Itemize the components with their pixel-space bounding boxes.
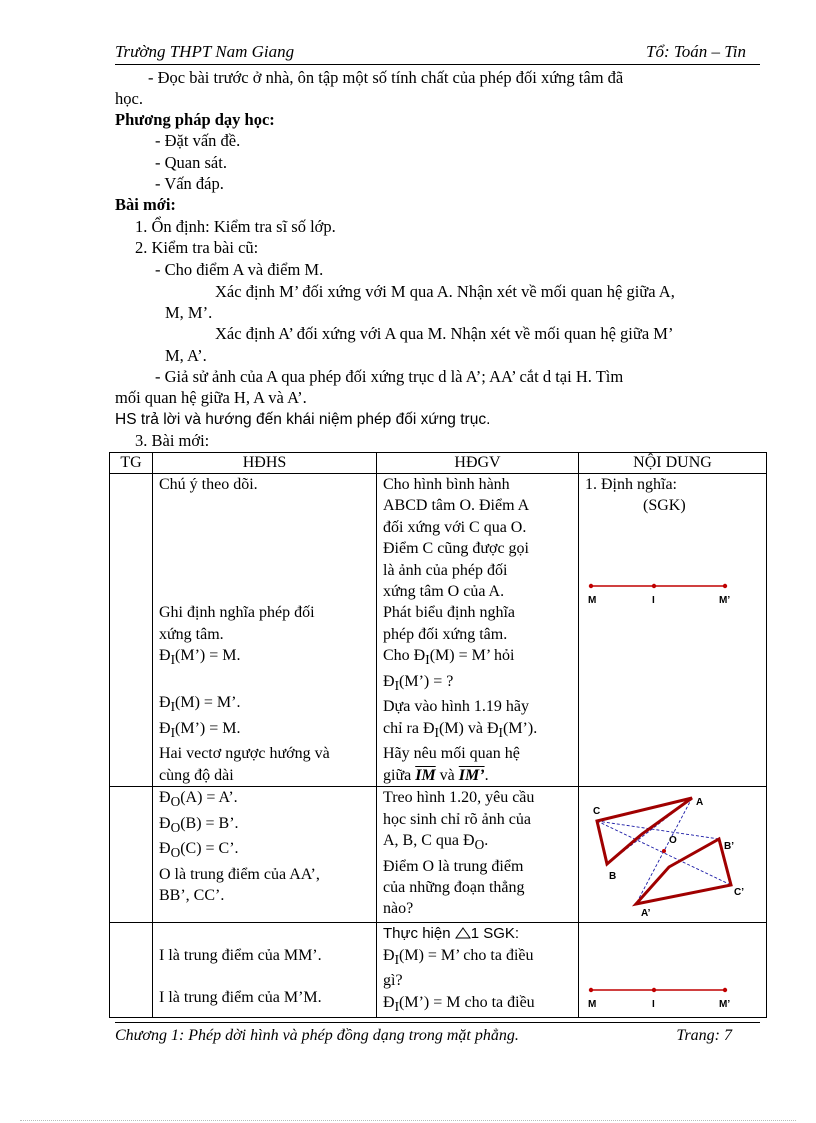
noidung-cell bbox=[579, 923, 767, 1018]
text-span: (M) = M’ hỏi bbox=[429, 647, 515, 665]
methods-heading: Phương pháp dạy học: bbox=[115, 110, 275, 129]
school-name: Trường THPT Nam Giang bbox=[115, 42, 295, 61]
hdgv-cell bbox=[377, 474, 579, 787]
hdhs-cell bbox=[153, 787, 377, 923]
page-number: Trang: 7 bbox=[676, 1027, 732, 1044]
text-span: Đ bbox=[159, 840, 171, 858]
point-i bbox=[652, 988, 656, 992]
point-m-prime bbox=[723, 988, 727, 992]
label-a: A bbox=[696, 797, 704, 809]
point-m bbox=[589, 584, 593, 588]
text-line: cùng độ dài bbox=[159, 766, 234, 784]
figure-1-19 bbox=[583, 576, 753, 616]
text-line: Treo hình 1.20, yêu cầu bbox=[383, 789, 535, 807]
text-span: Đ bbox=[383, 946, 395, 964]
text-span: I bbox=[170, 652, 176, 668]
hdhs-cell bbox=[153, 474, 377, 787]
label-c-prime: C’ bbox=[734, 887, 744, 899]
text-span: I bbox=[425, 652, 430, 668]
label-a-prime: A’ bbox=[641, 908, 651, 920]
text-span: O bbox=[170, 794, 181, 810]
text-line: Phát biểu định nghĩa bbox=[383, 604, 515, 622]
text-line: Dựa vào hình 1.19 hãy bbox=[383, 698, 529, 716]
tg-cell bbox=[110, 474, 153, 787]
page-footer bbox=[115, 1022, 760, 1047]
text-line bbox=[159, 692, 370, 718]
text-line: xứng tâm O của A. bbox=[383, 583, 505, 601]
noidung-cell bbox=[579, 787, 767, 923]
text-line: Hai vectơ ngược hướng và bbox=[159, 745, 330, 763]
label-m-prime: M’ bbox=[719, 999, 731, 1011]
step-3: 3. Bài mới: bbox=[135, 431, 210, 450]
text-line bbox=[383, 645, 572, 671]
triangle-icon bbox=[455, 927, 471, 939]
tg-cell bbox=[110, 923, 153, 1018]
text-span: I bbox=[170, 699, 176, 715]
definition-heading: 1. Định nghĩa: bbox=[585, 476, 677, 493]
text-span: Đ bbox=[159, 694, 171, 712]
student-note: HS trả lời và hướng đến khái niệm phép đối xứng trục. bbox=[115, 411, 491, 428]
point-m-prime bbox=[723, 584, 727, 588]
method-item: - Quan sát. bbox=[155, 153, 227, 172]
text-span: Đ bbox=[383, 672, 395, 690]
text-line: Chú ý theo dõi. bbox=[159, 476, 258, 493]
text-line: I là trung điểm của MM’. bbox=[159, 946, 322, 964]
question-1: - Cho điểm A và điểm M. bbox=[155, 260, 324, 279]
text-line: xứng tâm. bbox=[159, 625, 224, 643]
text-span: (M) = M’. bbox=[175, 694, 241, 712]
triangle-abc-prime bbox=[636, 839, 731, 904]
text-line bbox=[159, 645, 370, 671]
triangle-abc bbox=[597, 798, 692, 864]
text-span: Thực hiện bbox=[383, 925, 455, 943]
text-span: I bbox=[434, 725, 439, 741]
text-line bbox=[383, 765, 572, 786]
col-header-hdhs: HĐHS bbox=[153, 453, 377, 474]
label-c: C bbox=[593, 806, 601, 818]
text-span: 1 SGK: bbox=[470, 925, 520, 943]
question-1a-cont: M, M’. bbox=[165, 303, 213, 322]
question-2-cont: mối quan hệ giữa H, A và A’. bbox=[115, 388, 307, 407]
text-line bbox=[159, 718, 370, 744]
text-line: Cho hình bình hành bbox=[383, 476, 510, 493]
text-span: . bbox=[484, 766, 489, 784]
text-span: Cho Đ bbox=[383, 647, 426, 665]
lesson-table bbox=[109, 452, 767, 1018]
label-m-prime: M’ bbox=[719, 594, 731, 606]
question-1a: Xác định M’ đối xứng với M qua A. Nhận xét về mối quan hệ giữa A, bbox=[215, 282, 675, 301]
text-span: I bbox=[394, 998, 400, 1014]
text-line bbox=[383, 718, 572, 744]
tg-cell bbox=[110, 787, 153, 923]
text-line: BB’, CC’. bbox=[159, 887, 225, 905]
hdgv-cell bbox=[377, 923, 579, 1018]
question-1b: Xác định A’ đối xứng với A qua M. Nhận xét về mối quan hệ giữa M’ bbox=[215, 324, 674, 343]
text-line: Hãy nêu mối quan hệ bbox=[383, 745, 520, 763]
text-line: học sinh chỉ rõ ảnh của bbox=[383, 810, 531, 828]
text-line: phép đối xứng tâm. bbox=[383, 625, 508, 643]
text-span: (M) = M’ cho ta điều bbox=[399, 946, 534, 964]
point-m bbox=[589, 988, 593, 992]
col-header-hdgv: HĐGV bbox=[377, 453, 579, 474]
table-row bbox=[110, 474, 767, 787]
text-span: O bbox=[474, 837, 485, 853]
label-o: O bbox=[669, 835, 677, 847]
table-row bbox=[110, 787, 767, 923]
text-span: (M’) = ? bbox=[399, 672, 454, 690]
text-span: (A) = A’. bbox=[180, 789, 238, 807]
text-span: A, B, C qua Đ bbox=[383, 832, 475, 850]
text-span: I bbox=[498, 725, 503, 741]
text-line bbox=[383, 945, 572, 971]
label-i: I bbox=[652, 999, 655, 1011]
text-line: Điểm O là trung điểm bbox=[383, 857, 524, 875]
hdgv-cell bbox=[377, 787, 579, 923]
text-line: Điểm C cũng được gọi bbox=[383, 540, 529, 558]
text-line bbox=[383, 992, 572, 1018]
page-header bbox=[115, 40, 760, 65]
text-line bbox=[159, 787, 370, 813]
step-2: 2. Kiểm tra bài cũ: bbox=[135, 238, 259, 257]
text-span: (M’) = M. bbox=[175, 647, 241, 665]
intro-line: học. bbox=[115, 89, 143, 108]
method-item: - Vấn đáp. bbox=[155, 174, 224, 193]
method-item: - Đặt vấn đề. bbox=[155, 131, 241, 150]
text-line bbox=[383, 671, 572, 697]
col-header-tg: TG bbox=[110, 453, 153, 474]
question-2: - Giả sử ảnh của A qua phép đối xứng trục d là A’; AA’ cắt d tại H. Tìm bbox=[155, 367, 624, 386]
text-span: (B) = B’. bbox=[180, 814, 239, 832]
text-line bbox=[383, 830, 572, 856]
table-row bbox=[110, 923, 767, 1018]
text-line bbox=[159, 838, 370, 864]
department-name: Tổ: Toán – Tin bbox=[646, 42, 746, 61]
text-line: I là trung điểm của M’M. bbox=[159, 989, 322, 1007]
text-span: (M) và Đ bbox=[438, 719, 499, 737]
text-span: (M’) = M cho ta điều bbox=[399, 993, 535, 1011]
text-span: I bbox=[394, 951, 400, 967]
label-b: B bbox=[609, 871, 617, 883]
lesson-heading: Bài mới: bbox=[115, 195, 176, 214]
text-span: chỉ ra Đ bbox=[383, 719, 435, 737]
col-header-noidung: NỘI DUNG bbox=[579, 453, 767, 474]
text-span: (M’). bbox=[502, 719, 538, 737]
label-m: M bbox=[588, 594, 597, 606]
text-line: ABCD tâm O. Điểm A bbox=[383, 497, 530, 515]
text-span: Đ bbox=[159, 719, 171, 737]
hdhs-cell bbox=[153, 923, 377, 1018]
text-line bbox=[159, 813, 370, 839]
figure-1-20 bbox=[579, 787, 749, 919]
text-span: và bbox=[435, 766, 459, 784]
text-span: (C) = C’. bbox=[180, 840, 239, 858]
text-span: . bbox=[484, 832, 489, 850]
text-span: Đ bbox=[383, 993, 395, 1011]
noidung-cell bbox=[579, 474, 767, 787]
label-m: M bbox=[588, 999, 597, 1011]
text-line: gì? bbox=[383, 972, 403, 990]
point-i bbox=[652, 584, 656, 588]
text-line: đối xứng với C qua O. bbox=[383, 518, 527, 536]
question-1b-cont: M, A’. bbox=[165, 346, 207, 365]
text-line: Ghi định nghĩa phép đối bbox=[159, 604, 315, 622]
step-1: 1. Ổn định: Kiểm tra sĩ số lớp. bbox=[135, 217, 336, 236]
table-header-row bbox=[110, 453, 767, 474]
center-o bbox=[662, 849, 666, 853]
intro-line: - Đọc bài trước ở nhà, ôn tập một số tính chất của phép đối xứng tâm đã bbox=[148, 68, 624, 87]
text-span: (M’) = M. bbox=[175, 719, 241, 737]
vector-im: $\overline{IM}$ bbox=[415, 766, 436, 784]
text-span: Đ bbox=[159, 647, 171, 665]
vector-im-prime: IM’ bbox=[458, 766, 485, 784]
text-span: Đ bbox=[159, 789, 171, 807]
label-b-prime: B’ bbox=[724, 841, 734, 853]
text-line: O là trung điểm của AA’, bbox=[159, 866, 320, 884]
text-span: I bbox=[394, 678, 400, 694]
text-line: nào? bbox=[383, 900, 414, 918]
chapter-title: Chương 1: Phép dời hình và phép đồng dạng trong mặt phẳng. bbox=[115, 1027, 519, 1044]
text-line: của những đoạn thẳng bbox=[383, 879, 525, 897]
text-line bbox=[383, 923, 572, 944]
definition-ref: (SGK) bbox=[643, 497, 686, 515]
text-span: O bbox=[170, 820, 181, 836]
label-i: I bbox=[652, 594, 655, 606]
text-span: Đ bbox=[159, 814, 171, 832]
text-span: giữa bbox=[383, 766, 416, 784]
text-line: là ảnh của phép đối bbox=[383, 561, 508, 579]
page-edge bbox=[20, 1120, 796, 1121]
text-span: I bbox=[170, 724, 176, 740]
figure-segment bbox=[583, 983, 753, 1013]
text-span: O bbox=[170, 845, 181, 861]
